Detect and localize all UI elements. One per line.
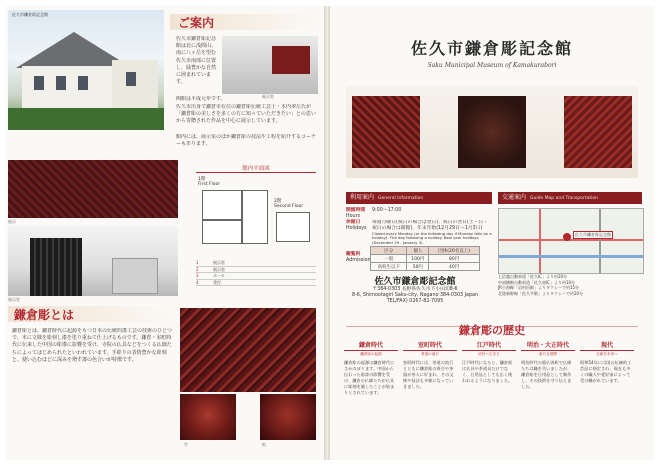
panel-caption: 展示 <box>8 219 16 224</box>
hero-carvings <box>346 86 638 178</box>
holiday-value-en: Closed every Monday (or the following day if Monday falls on a holiday). The day following a holiday. New year holidays (December 29 - January 3). <box>372 232 492 245</box>
address-jp: 〒384-0303 長野県佐久市下小田切8-6 <box>372 287 458 292</box>
era-column: 鎌倉時代 鎌倉彫の起源 鎌倉彫の起源は鎌倉時代にさかのぼります。中国から伝わった彫漆の影響を受け、鎌倉の仏師たちが仏具に彫刻を施したことが始まりとされています。 <box>344 340 398 460</box>
gallery-photo <box>8 226 178 296</box>
lacquer-panel-photo <box>8 160 178 218</box>
room-upper <box>276 212 310 242</box>
address-en: 8-6, Shimootagiri Saku-city, Nagano 384-0303 Japan <box>351 293 478 298</box>
era-column: 現代 伝統を未来へ 昭和54年には国の伝統的工芸品に指定され、現在も多くの職人や愛好家によって受け継がれています。 <box>580 340 634 460</box>
holiday-value: 毎週月曜日(祝日の場合は翌日)、祝日の翌日(土・日・祝日の場合は開館)、年末年始(12月29日〜1月3日) <box>372 220 488 231</box>
floor1-label-en: First Floor <box>198 182 221 187</box>
museum-name-jp: 佐久市鎌倉彫記念館 <box>410 39 573 58</box>
room-caption: 展示室 <box>262 94 274 99</box>
kamakura-title: 鎌倉彫とは <box>14 308 75 322</box>
hours-label: 開館時間 Hours <box>346 208 366 219</box>
kamakura-text: 鎌倉彫とは、鎌倉時代に起源をもつ日本の伝統的漆工芸の技術のひとつで、木に文様を彫刻し漆を塗り重ねて仕上げるものです。鎌倉・室町時代に伝来した中国の彫漆に影響を受け、寺院の仏具などをつくる仏師たちによってはじめられたといわれています。手彫りの表情豊かな彫刻と、使い込むほどに深みを増す漆の色合いが特徴です。 <box>12 328 172 363</box>
exterior-photo <box>8 10 164 130</box>
access-map <box>498 208 644 274</box>
legend-row: 2 展示室 <box>196 267 316 274</box>
museum-marker-icon <box>563 233 571 241</box>
room-2 <box>242 190 268 244</box>
carving-photo-2 <box>180 394 236 440</box>
gallery-caption: 展示室 <box>8 297 20 302</box>
hours-value: 9:00〜17:00 <box>372 208 402 213</box>
museum-name-en: Saku Municipal Museum of Kamakurabori <box>427 62 557 69</box>
access-line: 中部横断自動車道「佐久南IC」より約10分 <box>498 279 576 285</box>
carving-photo-3 <box>260 394 316 440</box>
era-column: 室町時代 茶道の流行 室町時代には、茶道の流行とともに鎌倉彫の香合や茶器が茶人に好まれ、その文様や技法も多様になっていきました。 <box>403 340 457 460</box>
fee-header-row: 区分 個人 団体(20名以上) <box>371 247 480 255</box>
hero-tile-3 <box>564 96 632 168</box>
legend-row: 1 展示室 <box>196 260 316 267</box>
usage-header: 利用案内 General Information <box>346 192 492 204</box>
access-header: 交通案内 Guide Map and Transportation <box>498 192 642 204</box>
access-line: JR小海線「岩村田駅」よりタクシーで約15分 <box>498 285 580 291</box>
address-tel: TEL/FAX) 0267-82-7095 <box>386 299 444 304</box>
carving-photo-1 <box>180 308 316 392</box>
carving-caption-3: 松 <box>262 442 266 447</box>
legend-row: 3 ホール <box>196 273 316 280</box>
era-column: 明治・大正時代 新たな展開 明治時代の廃仏毀釈で仏師たちは職を失いましたが、鎌倉彫を日用品として制作し、その技術を守り伝えました。 <box>521 340 575 460</box>
map-label: 佐久市鎌倉彫記念館 <box>575 232 611 237</box>
guide-paragraph-2: 開館は平成元年です。 <box>176 96 226 102</box>
fee-row: 一般 100円 80円 <box>371 255 480 263</box>
hero-tile-2 <box>458 96 526 168</box>
floorplan-title: 館内平面図 <box>196 164 316 173</box>
fee-table <box>370 246 480 271</box>
guide-paragraph-4: 館内には、展示室のほか鎌倉彫の技法や工程を紹介するコーナーもあります。 <box>176 134 316 148</box>
hero-tile-1 <box>352 96 420 168</box>
floor2-label-en: Second Floor <box>274 204 304 209</box>
guide-paragraph-1: 佐久市鎌倉彫記念館は北に浅間山、南に八ヶ岳を望む佐久市南部に位置し、緑豊かな自然に囲まれています。 <box>176 36 217 86</box>
room-1 <box>202 190 242 220</box>
access-line: 上信越自動車道「佐久IC」より約20分 <box>498 274 568 279</box>
access-line: 北陸新幹線「佐久平駅」よりタクシーで約20分 <box>498 290 584 296</box>
exterior-caption: 佐久市鎌倉彫記念館 <box>12 12 48 17</box>
address-block <box>330 274 500 305</box>
guide-paragraph-3: 佐久市出身で鎌倉市在住の鎌倉彫伝統工芸士・木内翠岳氏が「鎌倉彫の美しさを多くの方に知っていただきたい」との思いから寄贈された作品を中心に展示しています。 <box>176 104 316 125</box>
history-title: 鎌倉彫の歴史 <box>459 324 525 337</box>
floorplan-legend <box>196 260 316 286</box>
carving-caption-2: 竹 <box>184 442 188 447</box>
floor2-label: 2階 <box>274 199 282 204</box>
room-3 <box>202 220 242 244</box>
fee-row: 高校生以下 50円 40円 <box>371 263 480 271</box>
legend-row: 4 受付 <box>196 280 316 287</box>
access-list <box>498 274 642 296</box>
holiday-label: 休館日 Holidays <box>346 220 367 231</box>
guide-title: ご案内 <box>178 16 215 30</box>
fee-label: 観覧料 Admission <box>346 252 371 263</box>
address-name: 佐久市鎌倉彫記念館 <box>374 277 456 287</box>
floor1-label: 1階 <box>198 177 206 182</box>
room-photo <box>222 36 318 94</box>
era-column: 江戸時代 庶民へ広まる 江戸時代になると、鎌倉彫は仏具や茶道具だけでなく、日用品としても広く使われるようになりました。 <box>462 340 516 460</box>
